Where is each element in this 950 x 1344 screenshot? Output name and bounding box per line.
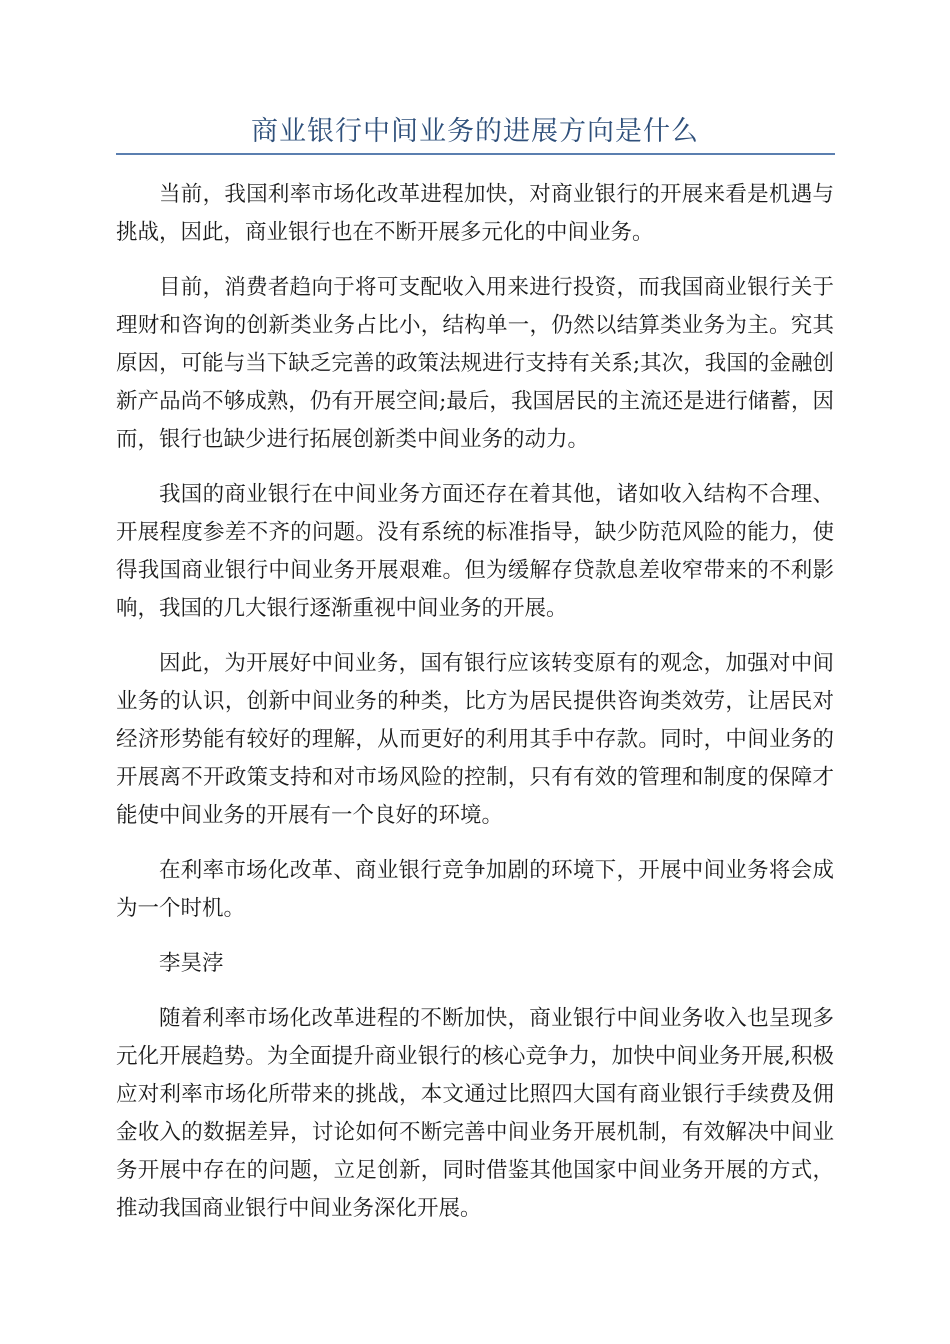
paragraph-3: 我国的商业银行在中间业务方面还存在着其他，诸如收入结构不合理、开展程度参差不齐的问题。没有系统的标准指导，缺少防范风险的能力，使得我国商业银行中间业务开展艰难。但为缓解存贷款息差收窄带来的不利影响，我国的几大银行逐渐重视中间业务的开展。 — [116, 482, 834, 621]
author-name: 李昊浡 — [159, 951, 224, 976]
paragraph-5: 在利率市场化改革、商业银行竞争加剧的环境下，开展中间业务将会成为一个时机。 — [116, 858, 834, 921]
paragraph-2: 目前，消费者趋向于将可支配收入用来进行投资，而我国商业银行关于理财和咨询的创新类业务占比小，结构单一，仍然以结算类业务为主。究其原因，可能与当下缺乏完善的政策法规进行支持有关系;其次，我国的金融创新产品尚不够成熟，仍有开展空间;最后，我国居民的主流还是进行储蓄，因而，银行也缺少进行拓展创新类中间业务的动力。 — [116, 275, 834, 452]
document-title: 商业银行中间业务的进展方向是什么 — [251, 116, 699, 147]
paragraph-6: 随着利率市场化改革进程的不断加快，商业银行中间业务收入也呈现多元化开展趋势。为全面提升商业银行的核心竞争力，加快中间业务开展,积极应对利率市场化所带来的挑战，本文通过比照四大国有商业银行手续费及佣金收入的数据差异，讨论如何不断完善中间业务开展机制，有效解决中间业务开展中存在的问题，立足创新，同时借鉴其他国家中间业务开展的方式，推动我国商业银行中间业务深化开展。 — [116, 1006, 834, 1221]
document-body — [116, 176, 834, 1245]
title-underline — [116, 153, 835, 155]
paragraph-4: 因此，为开展好中间业务，国有银行应该转变原有的观念，加强对中间业务的认识，创新中间业务的种类，比方为居民提供咨询类效劳，让居民对经济形势能有较好的理解，从而更好的利用其手中存款。同时，中间业务的开展离不开政策支持和对市场风险的控制，只有有效的管理和制度的保障才能使中间业务的开展有一个良好的环境。 — [116, 651, 834, 828]
paragraph-1: 当前，我国利率市场化改革进程加快，对商业银行的开展来看是机遇与挑战，因此，商业银行也在不断开展多元化的中间业务。 — [116, 182, 834, 245]
